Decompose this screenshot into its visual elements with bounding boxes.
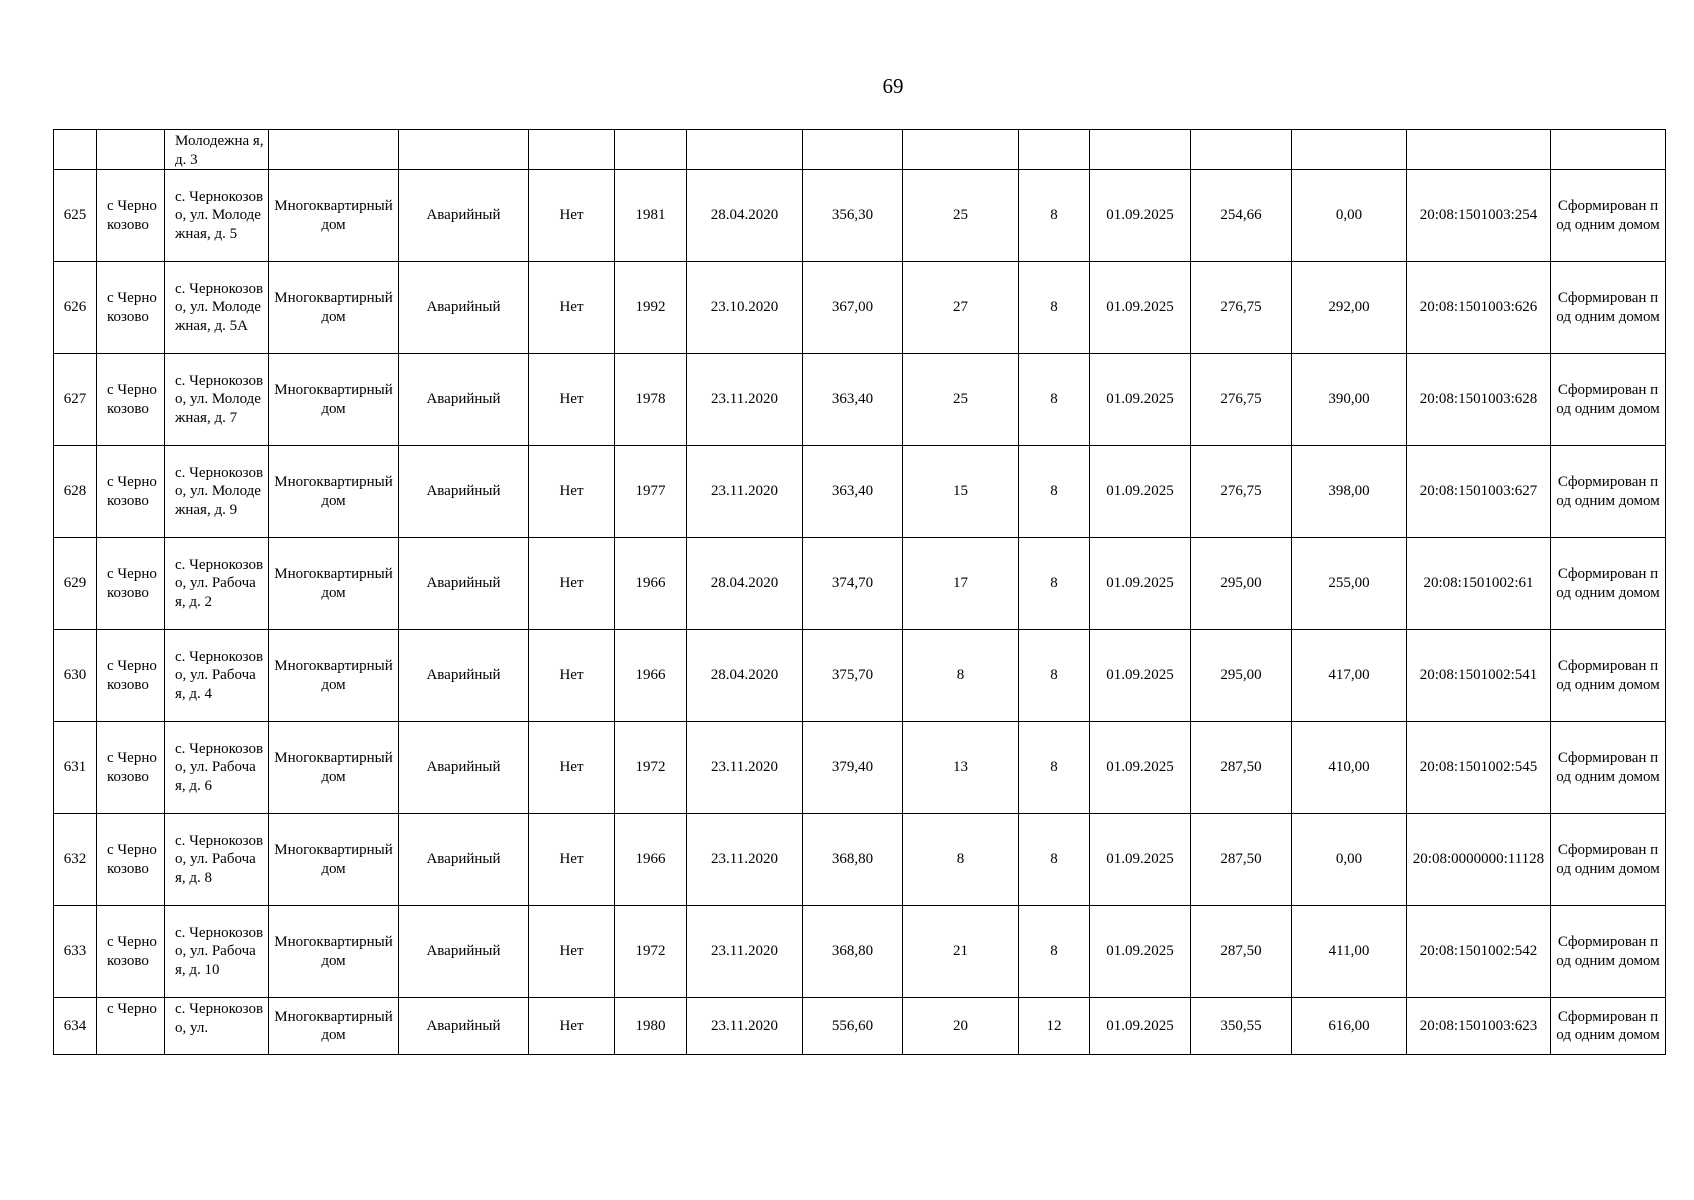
- cell-type: Многоквартирный дом: [269, 446, 399, 538]
- cell-area: 368,80: [803, 906, 903, 998]
- cell-value2: 417,00: [1292, 630, 1407, 722]
- cell-type: Многоквартирный дом: [269, 630, 399, 722]
- cell-locality: с Чернокозово: [97, 906, 165, 998]
- cell-flag: Нет: [529, 538, 615, 630]
- cell-area: 375,70: [803, 630, 903, 722]
- cell-plan-date: 01.09.2025: [1090, 538, 1191, 630]
- table-body: [54, 130, 1666, 1055]
- cell-status: Аварийный: [399, 906, 529, 998]
- cell-cadastral: 20:08:1501003:626: [1407, 262, 1551, 354]
- table-row: [54, 170, 1666, 262]
- cell-status: Аварийный: [399, 262, 529, 354]
- cell-cadastral: 20:08:1501002:61: [1407, 538, 1551, 630]
- cell-num: 625: [54, 170, 97, 262]
- cell-value1: 295,00: [1191, 538, 1292, 630]
- cell-status: Аварийный: [399, 446, 529, 538]
- cell-num: 634: [54, 998, 97, 1055]
- cell-num: 631: [54, 722, 97, 814]
- cell-address: с. Чернокозово, ул. Рабочая, д. 10: [165, 906, 269, 998]
- cell-date: 23.11.2020: [687, 906, 803, 998]
- cell-type: Многоквартирный дом: [269, 170, 399, 262]
- cell-note: Сформирован под одним домом: [1551, 354, 1666, 446]
- cell-plan-date: 01.09.2025: [1090, 354, 1191, 446]
- table-row: [54, 538, 1666, 630]
- cell-flag: Нет: [529, 446, 615, 538]
- cell-area: 363,40: [803, 446, 903, 538]
- cell-status: Аварийный: [399, 814, 529, 906]
- cell-locality: с Чернокозово: [97, 354, 165, 446]
- cell-value2: 616,00: [1292, 998, 1407, 1055]
- cell-plan-date: 01.09.2025: [1090, 446, 1191, 538]
- cell-plan-date: 01.09.2025: [1090, 262, 1191, 354]
- cell-address: с. Чернокозово, ул.: [165, 998, 269, 1055]
- cell-plan-date: 01.09.2025: [1090, 170, 1191, 262]
- cell-status: Аварийный: [399, 998, 529, 1055]
- cell-type: Многоквартирный дом: [269, 814, 399, 906]
- cell-locality: с Чернокозово: [97, 538, 165, 630]
- cell-status: Аварийный: [399, 170, 529, 262]
- cell-date: 23.11.2020: [687, 814, 803, 906]
- cell-flag: Нет: [529, 814, 615, 906]
- cell-type: Многоквартирный дом: [269, 354, 399, 446]
- cell-locality: с Чернокозово: [97, 446, 165, 538]
- cell-count: 8: [1019, 170, 1090, 262]
- cell-count: 8: [1019, 446, 1090, 538]
- cell-value1: 287,50: [1191, 906, 1292, 998]
- cell-residents: 21: [903, 906, 1019, 998]
- cell-address: с. Чернокозово, ул. Молодежная, д. 5: [165, 170, 269, 262]
- cell-note: [1551, 130, 1666, 170]
- cell-flag: Нет: [529, 354, 615, 446]
- cell-flag: Нет: [529, 170, 615, 262]
- cell-area: 368,80: [803, 814, 903, 906]
- cell-count: 8: [1019, 354, 1090, 446]
- page-number: 69: [882, 74, 904, 98]
- cell-plan-date: 01.09.2025: [1090, 906, 1191, 998]
- cell-num: [54, 130, 97, 170]
- cell-cadastral: 20:08:1501003:254: [1407, 170, 1551, 262]
- cell-note: Сформирован под одним домом: [1551, 262, 1666, 354]
- cell-cadastral: 20:08:1501003:623: [1407, 998, 1551, 1055]
- cell-value1: 276,75: [1191, 354, 1292, 446]
- cell-value2: [1292, 130, 1407, 170]
- cell-type: Многоквартирный дом: [269, 998, 399, 1055]
- cell-locality: с Чернокозово: [97, 814, 165, 906]
- cell-status: [399, 130, 529, 170]
- cell-date: 23.11.2020: [687, 446, 803, 538]
- cell-date: 23.11.2020: [687, 998, 803, 1055]
- cell-type: [269, 130, 399, 170]
- cell-count: 8: [1019, 722, 1090, 814]
- cell-type: Многоквартирный дом: [269, 722, 399, 814]
- cell-locality: с Чернокозово: [97, 170, 165, 262]
- cell-flag: Нет: [529, 998, 615, 1055]
- cell-address: с. Чернокозово, ул. Рабочая, д. 6: [165, 722, 269, 814]
- cell-num: 626: [54, 262, 97, 354]
- cell-residents: [903, 130, 1019, 170]
- cell-address: с. Чернокозово, ул. Рабочая, д. 2: [165, 538, 269, 630]
- cell-date: 28.04.2020: [687, 630, 803, 722]
- cell-year: 1966: [615, 630, 687, 722]
- cell-num: 627: [54, 354, 97, 446]
- cell-note: Сформирован под одним домом: [1551, 446, 1666, 538]
- cell-flag: Нет: [529, 630, 615, 722]
- cell-status: Аварийный: [399, 630, 529, 722]
- cell-date: 23.11.2020: [687, 722, 803, 814]
- cell-count: [1019, 130, 1090, 170]
- table-row: [54, 906, 1666, 998]
- cell-flag: Нет: [529, 262, 615, 354]
- cell-address: Молодежна я, д. 3: [165, 130, 269, 170]
- cell-value1: 350,55: [1191, 998, 1292, 1055]
- table-row: [54, 354, 1666, 446]
- cell-plan-date: 01.09.2025: [1090, 998, 1191, 1055]
- cell-plan-date: 01.09.2025: [1090, 814, 1191, 906]
- table-row: [54, 630, 1666, 722]
- cell-value1: 254,66: [1191, 170, 1292, 262]
- cell-cadastral: 20:08:1501002:541: [1407, 630, 1551, 722]
- cell-value1: [1191, 130, 1292, 170]
- cell-num: 628: [54, 446, 97, 538]
- cell-num: 630: [54, 630, 97, 722]
- cell-count: 8: [1019, 906, 1090, 998]
- cell-value1: 276,75: [1191, 446, 1292, 538]
- cell-residents: 17: [903, 538, 1019, 630]
- cell-num: 629: [54, 538, 97, 630]
- cell-cadastral: 20:08:1501003:627: [1407, 446, 1551, 538]
- cell-residents: 20: [903, 998, 1019, 1055]
- cell-note: Сформирован под одним домом: [1551, 722, 1666, 814]
- cell-locality: [97, 130, 165, 170]
- cell-note: Сформирован под одним домом: [1551, 630, 1666, 722]
- table-row: [54, 446, 1666, 538]
- cell-address: с. Чернокозово, ул. Молодежная, д. 5А: [165, 262, 269, 354]
- cell-value2: 411,00: [1292, 906, 1407, 998]
- cell-cadastral: [1407, 130, 1551, 170]
- cell-area: 363,40: [803, 354, 903, 446]
- cell-value1: 276,75: [1191, 262, 1292, 354]
- cell-year: 1972: [615, 906, 687, 998]
- cell-locality: с Черно: [97, 998, 165, 1055]
- cell-date: 28.04.2020: [687, 538, 803, 630]
- table-row: [54, 814, 1666, 906]
- cell-type: Многоквартирный дом: [269, 538, 399, 630]
- cell-count: 8: [1019, 630, 1090, 722]
- cell-count: 8: [1019, 538, 1090, 630]
- cell-value2: 292,00: [1292, 262, 1407, 354]
- cell-note: Сформирован под одним домом: [1551, 906, 1666, 998]
- cell-note: Сформирован под одним домом: [1551, 170, 1666, 262]
- cell-status: Аварийный: [399, 722, 529, 814]
- table-row: [54, 722, 1666, 814]
- cell-residents: 27: [903, 262, 1019, 354]
- cell-cadastral: 20:08:1501002:545: [1407, 722, 1551, 814]
- cell-note: Сформирован под одним домом: [1551, 538, 1666, 630]
- cell-address: с. Чернокозово, ул. Рабочая, д. 4: [165, 630, 269, 722]
- housing-registry-table: [53, 129, 1666, 1055]
- cell-year: 1978: [615, 354, 687, 446]
- cell-cadastral: 20:08:1501002:542: [1407, 906, 1551, 998]
- cell-address: с. Чернокозово, ул. Молодежная, д. 7: [165, 354, 269, 446]
- cell-year: 1980: [615, 998, 687, 1055]
- cell-num: 633: [54, 906, 97, 998]
- cell-date: [687, 130, 803, 170]
- cell-date: 23.11.2020: [687, 354, 803, 446]
- cell-residents: 8: [903, 630, 1019, 722]
- cell-area: 379,40: [803, 722, 903, 814]
- cell-count: 8: [1019, 262, 1090, 354]
- cell-status: Аварийный: [399, 538, 529, 630]
- cell-type: Многоквартирный дом: [269, 906, 399, 998]
- cell-flag: Нет: [529, 906, 615, 998]
- cell-address: с. Чернокозово, ул. Рабочая, д. 8: [165, 814, 269, 906]
- cell-count: 12: [1019, 998, 1090, 1055]
- cell-area: 367,00: [803, 262, 903, 354]
- cell-value1: 287,50: [1191, 814, 1292, 906]
- cell-value1: 295,00: [1191, 630, 1292, 722]
- cell-note: Сформирован под одним домом: [1551, 814, 1666, 906]
- cell-year: 1966: [615, 814, 687, 906]
- cell-residents: 25: [903, 170, 1019, 262]
- cell-value2: 255,00: [1292, 538, 1407, 630]
- cell-note: Сформирован под одним домом: [1551, 998, 1666, 1055]
- cell-year: 1981: [615, 170, 687, 262]
- cell-status: Аварийный: [399, 354, 529, 446]
- cell-date: 28.04.2020: [687, 170, 803, 262]
- cell-locality: с Чернокозово: [97, 722, 165, 814]
- cell-cadastral: 20:08:1501003:628: [1407, 354, 1551, 446]
- cell-area: [803, 130, 903, 170]
- cell-area: 556,60: [803, 998, 903, 1055]
- cell-type: Многоквартирный дом: [269, 262, 399, 354]
- cell-residents: 8: [903, 814, 1019, 906]
- cell-plan-date: [1090, 130, 1191, 170]
- cell-locality: с Чернокозово: [97, 262, 165, 354]
- cell-date: 23.10.2020: [687, 262, 803, 354]
- cell-residents: 25: [903, 354, 1019, 446]
- cell-area: 374,70: [803, 538, 903, 630]
- cell-year: [615, 130, 687, 170]
- cell-flag: Нет: [529, 722, 615, 814]
- cell-area: 356,30: [803, 170, 903, 262]
- cell-value1: 287,50: [1191, 722, 1292, 814]
- cell-num: 632: [54, 814, 97, 906]
- cell-year: 1977: [615, 446, 687, 538]
- cell-value2: 410,00: [1292, 722, 1407, 814]
- cell-year: 1972: [615, 722, 687, 814]
- cell-year: 1992: [615, 262, 687, 354]
- cell-value2: 390,00: [1292, 354, 1407, 446]
- cell-plan-date: 01.09.2025: [1090, 722, 1191, 814]
- table-row: [54, 262, 1666, 354]
- table-row: [54, 998, 1666, 1055]
- cell-count: 8: [1019, 814, 1090, 906]
- continued-row: [54, 130, 1666, 170]
- cell-residents: 13: [903, 722, 1019, 814]
- cell-address: с. Чернокозово, ул. Молодежная, д. 9: [165, 446, 269, 538]
- cell-flag: [529, 130, 615, 170]
- cell-value2: 0,00: [1292, 170, 1407, 262]
- cell-year: 1966: [615, 538, 687, 630]
- cell-locality: с Чернокозово: [97, 630, 165, 722]
- cell-cadastral: 20:08:0000000:11128: [1407, 814, 1551, 906]
- cell-plan-date: 01.09.2025: [1090, 630, 1191, 722]
- cell-value2: 0,00: [1292, 814, 1407, 906]
- cell-residents: 15: [903, 446, 1019, 538]
- cell-value2: 398,00: [1292, 446, 1407, 538]
